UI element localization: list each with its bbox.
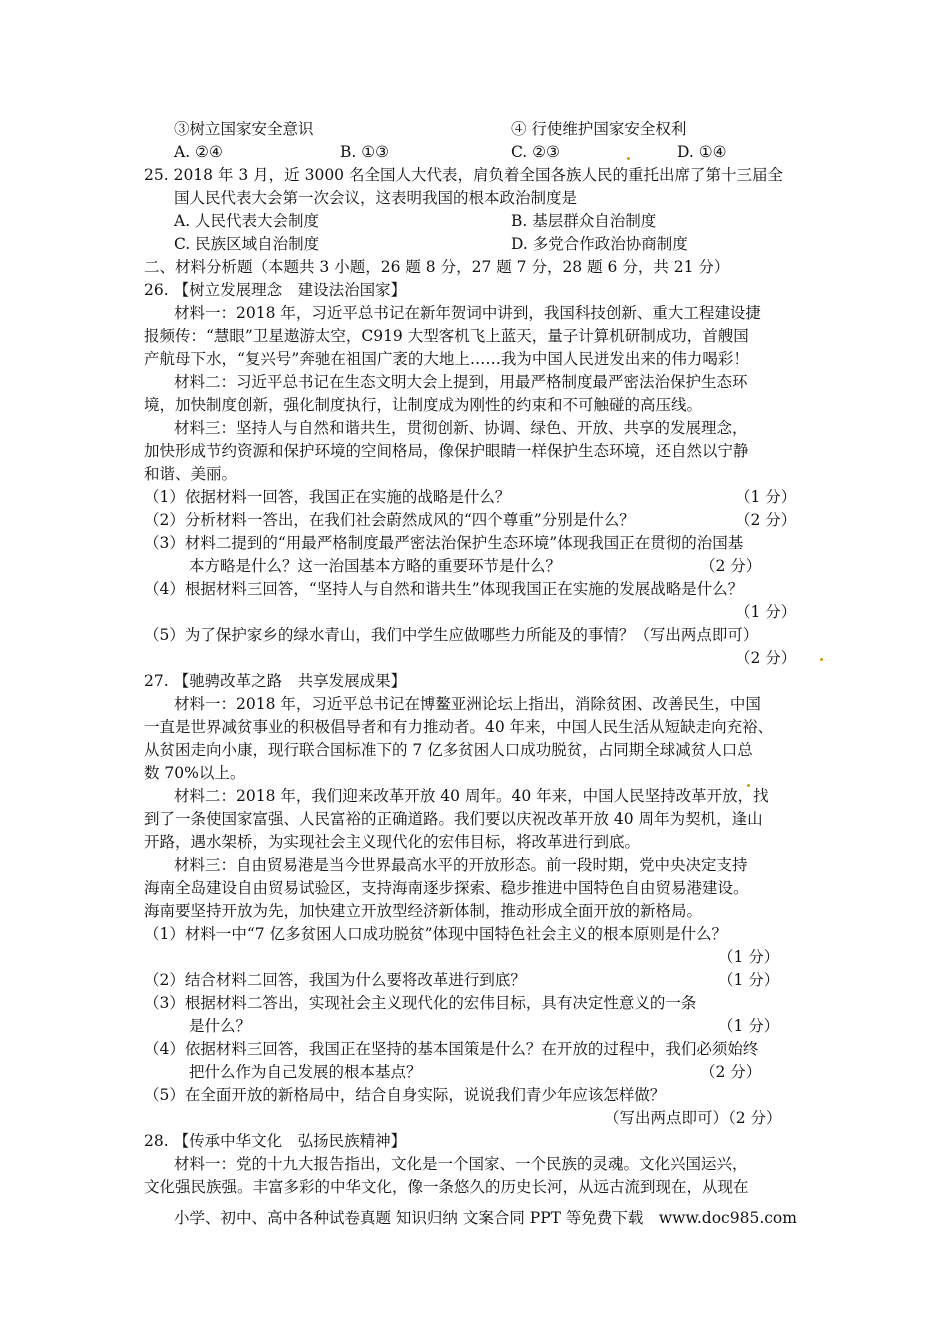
- score-label: （1 分）: [735, 603, 797, 621]
- choice-c: C. 民族区域自治制度: [174, 235, 320, 253]
- material-text: 文化强民族强。丰富多彩的中华文化，像一条悠久的历史长河，从远古流到现在，从现在: [144, 1178, 749, 1196]
- sub-question: （5）为了保护家乡的绿水青山，我们中学生应做哪些力所能及的事情？（写出两点即可）: [144, 626, 759, 644]
- score-label: （2 分）: [700, 557, 762, 575]
- sub-question-cont: 是什么？: [189, 1017, 252, 1035]
- choice-b: B. ①③: [340, 143, 390, 161]
- material-text: 开路，遇水架桥，为实现社会主义现代化的宏伟目标，将改革进行到底。: [144, 833, 641, 851]
- score-label: （2 分）: [735, 511, 797, 529]
- question-27-title: 27. 【驰骋改革之路 共享发展成果】: [144, 672, 407, 690]
- sub-question: （5）在全面开放的新格局中，结合自身实际，说说我们青少年应该怎样做？: [144, 1086, 666, 1104]
- material-text: 加快形成节约资源和保护环境的空间格局，像保护眼睛一样保护生态环境，还自然以宁静: [144, 442, 749, 460]
- material-text: 材料三：坚持人与自然和谐共生，贯彻创新、协调、绿色、开放、共享的发展理念，: [174, 419, 748, 437]
- question-28-title: 28. 【传承中华文化 弘扬民族精神】: [144, 1132, 407, 1150]
- sub-question: （1）依据材料一回答，我国正在实施的战略是什么？: [144, 488, 511, 506]
- material-text: 和谐、美丽。: [144, 465, 238, 483]
- score-label: （2 分）: [735, 649, 797, 667]
- material-text: 材料三：自由贸易港是当今世界最高水平的开放形态。前一段时期，党中央决定支持: [174, 856, 748, 874]
- choice-d: D. 多党合作政治协商制度: [511, 235, 688, 253]
- section-heading: 二、材料分析题（本题共 3 小题，26 题 8 分，27 题 7 分，28 题 6 分，共 21 分）: [144, 258, 730, 276]
- material-text: 材料一：党的十九大报告指出，文化是一个国家、一个民族的灵魂。文化兴国运兴，: [174, 1155, 748, 1173]
- score-label: （1 分）: [718, 948, 780, 966]
- score-label: （1 分）: [718, 1017, 780, 1035]
- page-footer: 小学、初中、高中各种试卷真题 知识归纳 文案合同 PPT 等免费下载 www.doc985.com: [174, 1209, 797, 1227]
- sub-question: （3）材料二提到的“用最严格制度最严密法治保护生态环境”体现我国正在贯彻的治国基: [144, 534, 744, 552]
- material-text: 材料一：2018 年，习近平总书记在博鳌亚洲论坛上指出，消除贫困、改善民生，中国: [174, 695, 761, 713]
- sub-question: （2）分析材料一答出，在我们社会蔚然成风的“四个尊重”分别是什么？: [144, 511, 635, 529]
- sub-question: （1）材料一中“7 亿多贫困人口成功脱贫”体现中国特色社会主义的根本原则是什么？: [144, 925, 728, 943]
- sub-question: （4）依据材料三回答，我国正在坚持的基本国策是什么？在开放的过程中，我们必须始终: [144, 1040, 759, 1058]
- sub-question-cont: 本方略是什么？这一治国基本方略的重要环节是什么？: [189, 557, 562, 575]
- material-text: 境，加快制度创新，强化制度执行，让制度成为刚性的约束和不可触碰的高压线。: [144, 396, 703, 414]
- sub-question: （3）根据材料二答出，实现社会主义现代化的宏伟目标，具有决定性意义的一条: [144, 994, 697, 1012]
- choice-a: A. 人民代表大会制度: [174, 212, 320, 230]
- sub-question: （2）结合材料二回答，我国为什么要将改革进行到底？: [144, 971, 526, 989]
- option-line: ③树立国家安全意识: [174, 120, 314, 138]
- material-text: 材料二：习近平总书记在生态文明大会上提到，用最严格制度最严密法治保护生态环: [174, 373, 748, 391]
- sub-question-note: （写出两点即可）（2 分）: [604, 1109, 782, 1127]
- sub-question: （4）根据材料三回答，“坚持人与自然和谐共生”体现我国正在实施的发展战略是什么？: [144, 580, 744, 598]
- stray-mark: [820, 658, 823, 661]
- score-label: （2 分）: [700, 1063, 762, 1081]
- material-text: 一直是世界减贫事业的积极倡导者和有力推动者。40 年来，中国人民生活从短缺走向充裕、: [144, 718, 774, 736]
- stray-mark: [747, 784, 750, 787]
- material-text: 报频传：“慧眼”卫星遨游太空，C919 大型客机飞上蓝天，量子计算机研制成功，首艘国: [144, 327, 749, 345]
- option-line: ④ 行使维护国家安全权利: [511, 120, 687, 138]
- material-text: 数 70%以上。: [144, 764, 246, 782]
- material-text: 材料一：2018 年，习近平总书记在新年贺词中讲到，我国科技创新、重大工程建设捷: [174, 304, 761, 322]
- material-text: 海南全岛建设自由贸易试验区，支持海南逐步探索、稳步推进中国特色自由贸易港建设。: [144, 879, 749, 897]
- sub-question-cont: 把什么作为自己发展的根本基点？: [189, 1063, 422, 1081]
- score-label: （1 分）: [735, 488, 797, 506]
- choice-d: D. ①④: [677, 143, 727, 161]
- stray-mark: [627, 157, 630, 160]
- choice-b: B. 基层群众自治制度: [511, 212, 657, 230]
- choice-c: C. ②③: [511, 143, 560, 161]
- material-text: 海南要坚持开放为先，加快建立开放型经济新体制，推动形成全面开放的新格局。: [144, 902, 703, 920]
- question-26-title: 26. 【树立发展理念 建设法治国家】: [144, 281, 407, 299]
- material-text: 从贫困走向小康，现行联合国标准下的 7 亿多贫困人口成功脱贫，占同期全球减贫人口总: [144, 741, 753, 759]
- score-label: （1 分）: [718, 971, 780, 989]
- question-25: 25. 2018 年 3 月，近 3000 名全国人大代表，肩负着全国各族人民的重托出席了第十三届全: [144, 166, 783, 184]
- question-25-cont: 国人民代表大会第一次会议，这表明我国的根本政治制度是: [174, 189, 578, 207]
- material-text: 材料二：2018 年，我们迎来改革开放 40 周年。40 年来，中国人民坚持改革开放，找: [174, 787, 769, 805]
- material-text: 到了一条使国家富强、人民富裕的正确道路。我们要以庆祝改革开放 40 周年为契机，逢山: [144, 810, 763, 828]
- choice-a: A. ②④: [174, 143, 223, 161]
- material-text: 产航母下水，“复兴号”奔驰在祖国广袤的大地上……我为中国人民迸发出来的伟力喝彩！: [144, 350, 749, 368]
